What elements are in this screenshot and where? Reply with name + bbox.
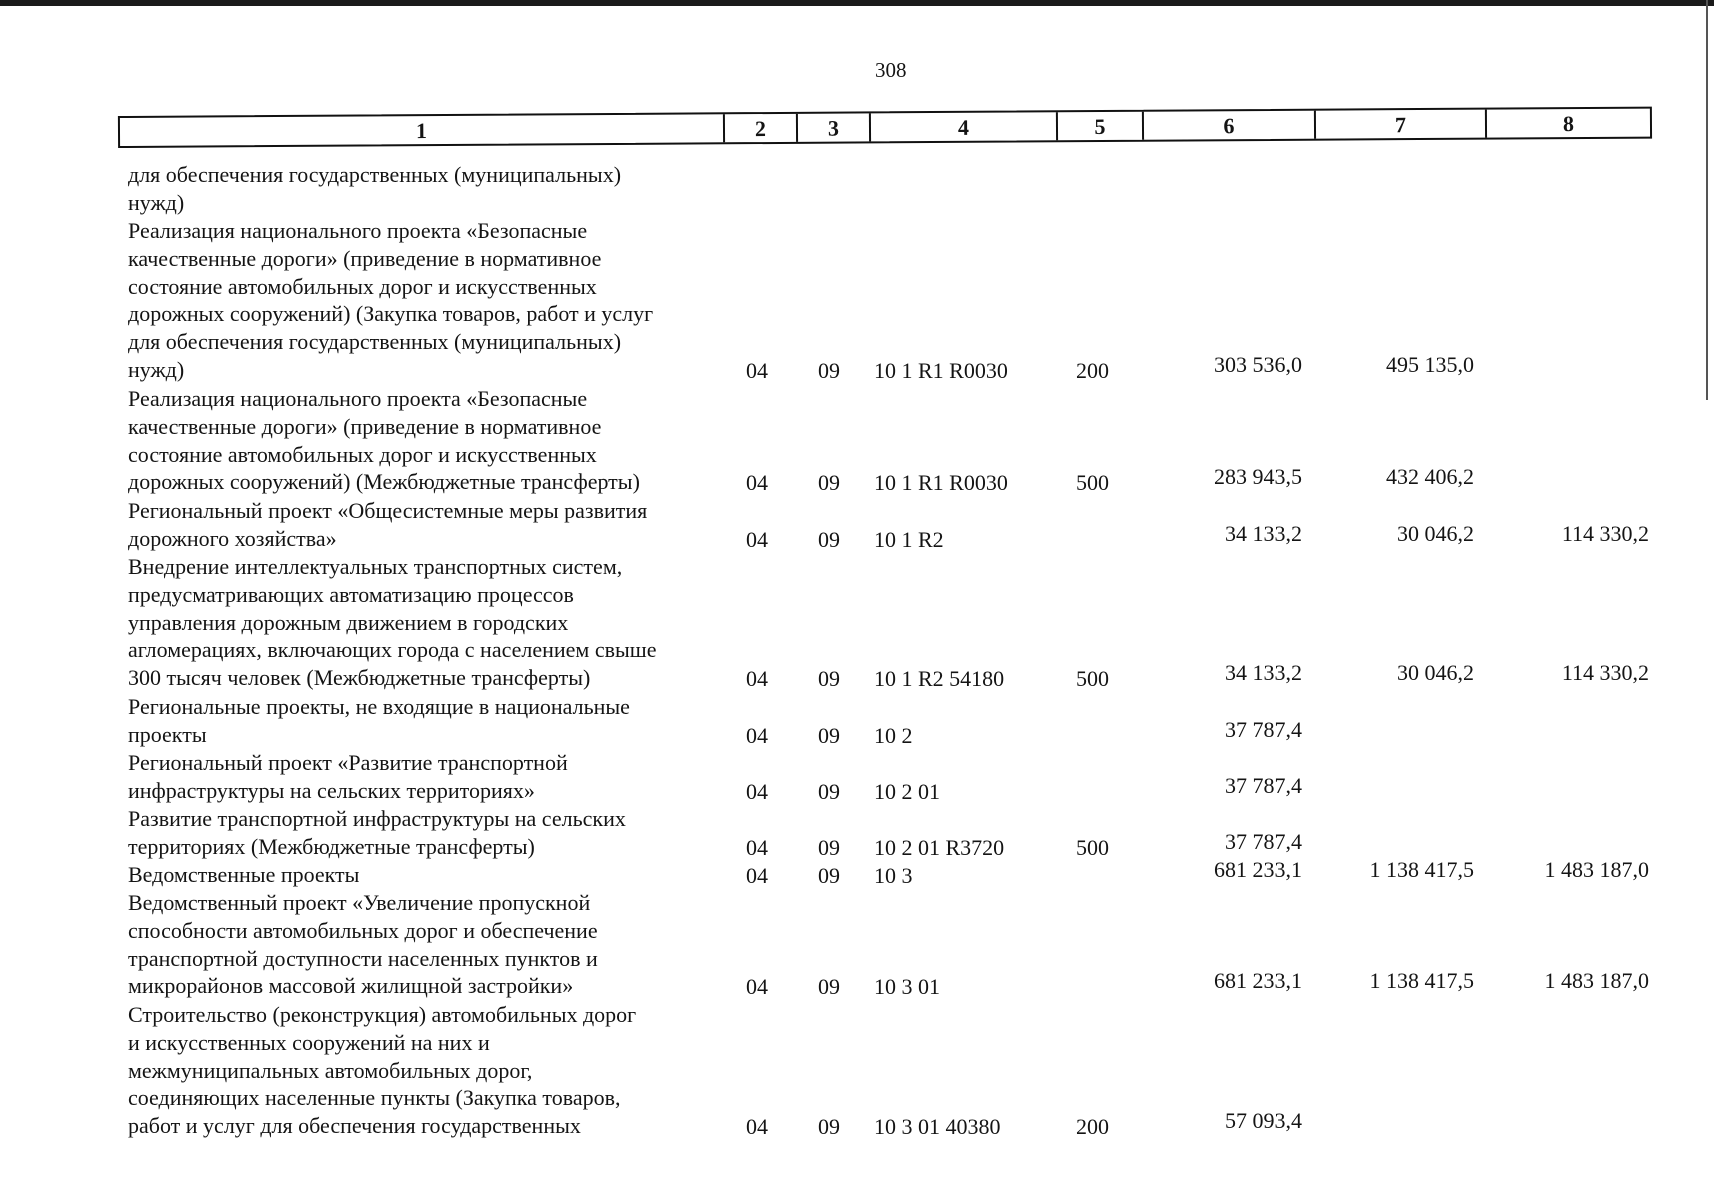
scan-top-border [0,0,1714,6]
cell-col-6: 34 133,2 [1225,660,1302,686]
cell-col-6: 57 093,4 [1225,1108,1302,1134]
cell-col-4: 10 2 01 R3720 [874,834,1005,860]
header-col-4: 4 [871,112,1058,141]
cell-col-2: 04 [746,526,768,552]
cell-col-7: 30 046,2 [1397,660,1474,686]
cell-col-3: 09 [818,974,840,1000]
cell-col-2: 04 [746,666,768,692]
description-line: и искусственных сооружений на них и [128,1029,490,1055]
cell-col-5: 500 [1076,470,1109,496]
description-line: 300 тысяч человек (Межбюджетные трансферты) [128,665,591,691]
header-col-7: 7 [1316,110,1487,139]
cell-col-4: 10 3 01 40380 [874,1114,1001,1140]
row-description [128,889,712,1000]
cell-col-3: 09 [818,470,840,496]
cell-col-8: 1 483 187,0 [1544,857,1649,882]
cell-col-7: 1 138 417,5 [1369,857,1474,882]
description-line: нужд) [128,189,185,215]
cell-col-2: 04 [746,834,768,860]
cell-col-8: 1 483 187,0 [1544,968,1649,994]
cell-col-6: 37 787,4 [1225,772,1302,798]
description-line: управления дорожным движением в городских [128,609,569,635]
cell-col-7: 30 046,2 [1397,520,1474,546]
description-line: проекты [128,721,207,747]
description-line: Региональные проекты, не входящие в национальные [128,694,630,719]
header-col-5: 5 [1058,112,1144,141]
description-line: Региональный проект «Развитие транспортной [128,750,568,775]
header-col-6: 6 [1144,111,1316,140]
cell-col-3: 09 [818,666,840,692]
description-line: состояние автомобильных дорог и искусственных [128,273,597,299]
description-line: Реализация национального проекта «Безопасные [128,218,588,243]
header-col-8: 8 [1562,111,1575,137]
page-number: 308 [875,58,907,82]
cell-col-4: 10 2 01 [874,778,940,804]
row-description [128,553,712,692]
description-line: дорожных сооружений) (Межбюджетные трансферты) [128,469,640,495]
cell-col-4: 10 3 [874,863,913,888]
cell-col-2: 04 [746,722,768,748]
table-header [118,107,1652,148]
cell-col-6: 34 133,2 [1225,520,1302,546]
cell-col-5: 500 [1076,666,1109,692]
description-line: предусматривающих автоматизацию процессов [128,581,574,607]
description-line: соединяющих населенные пункты (Закупка товаров, [128,1085,621,1111]
cell-col-2: 04 [746,358,768,383]
header-col-3: 3 [798,113,871,141]
description-line: Строительство (реконструкция) автомобильных дорог [128,1002,637,1027]
cell-col-3: 09 [818,526,840,552]
cell-col-2: 04 [746,778,768,804]
row-description [128,805,712,861]
cell-col-7: 432 406,2 [1386,464,1474,490]
cell-col-2: 04 [746,1114,768,1140]
description-line: дорожного хозяйства» [128,525,337,551]
description-line: территориях (Межбюджетные трансферты) [128,833,535,859]
cell-col-4: 10 1 R1 R0030 [874,358,1008,383]
cell-col-5: 500 [1076,834,1109,860]
description-line: способности автомобильных дорог и обеспечение [128,917,598,943]
row-description [128,693,712,749]
description-line: Ведомственные проекты [128,862,360,887]
cell-col-6: 37 787,4 [1225,828,1302,854]
cell-col-2: 04 [746,863,768,888]
row-description [128,861,712,889]
description-line: дорожных сооружений) (Закупка товаров, работ и услуг [128,301,654,327]
cell-col-6: 37 787,4 [1225,716,1302,742]
description-line: инфраструктуры на сельских территориях» [128,777,535,803]
cell-col-5: 200 [1076,1114,1109,1140]
description-line: качественные дороги» (приведение в нормативное [128,245,602,271]
cell-col-4: 10 3 01 [874,974,940,1000]
cell-col-3: 09 [818,863,840,888]
cell-col-3: 09 [818,358,840,383]
cell-col-6: 303 536,0 [1214,352,1302,377]
cell-col-8: 114 330,2 [1561,520,1649,546]
description-line: микрорайонов массовой жилищной застройки» [128,973,574,999]
cell-col-3: 09 [818,722,840,748]
row-description [128,1001,712,1140]
header-col-1: 1 [120,114,725,146]
description-line: Развитие транспортной инфраструктуры на сельских [128,806,626,831]
description-line: транспортной доступности населенных пунктов и [128,945,598,971]
description-line: качественные дороги» (приведение в нормативное [128,413,602,439]
description-line: Внедрение интеллектуальных транспортных систем, [128,554,623,579]
cell-col-4: 10 1 R2 [874,526,944,552]
row-description [128,749,712,805]
cell-col-2: 04 [746,470,768,496]
description-line: состояние автомобильных дорог и искусственных [128,441,597,467]
description-line: агломерациях, включающих города с населением свыше [128,637,657,663]
cell-col-7: 1 138 417,5 [1369,968,1474,994]
cell-col-3: 09 [818,778,840,804]
cell-col-2: 04 [746,974,768,1000]
cell-col-3: 09 [818,834,840,860]
description-line: работ и услуг для обеспечения государственных [128,1113,581,1139]
cell-col-5: 200 [1076,358,1109,383]
cell-col-6: 283 943,5 [1214,464,1302,490]
description-line: межмуниципальных автомобильных дорог, [128,1057,533,1083]
description-line: нужд) [128,356,185,382]
scan-right-edge [1706,0,1708,400]
cell-col-4: 10 1 R1 R0030 [874,470,1008,496]
cell-col-4: 10 1 R2 54180 [874,666,1005,692]
description-line: для обеспечения государственных (муниципальных) [128,329,622,355]
cell-col-7: 495 135,0 [1386,352,1474,377]
description-line: Региональный проект «Общесистемные меры развития [128,498,648,523]
row-description [128,217,712,384]
row-description [128,497,712,553]
cell-col-6: 681 233,1 [1214,968,1302,994]
cell-col-6: 681 233,1 [1214,857,1302,882]
row-description [128,161,712,217]
row-description [128,385,712,496]
description-line: Ведомственный проект «Увеличение пропускной [128,890,591,915]
description-line: для обеспечения государственных (муниципальных) [128,162,622,187]
cell-col-3: 09 [818,1114,840,1140]
cell-col-8: 114 330,2 [1561,660,1649,686]
cell-col-4: 10 2 [874,722,913,748]
description-line: Реализация национального проекта «Безопасные [128,386,588,411]
header-col-2: 2 [725,114,798,142]
